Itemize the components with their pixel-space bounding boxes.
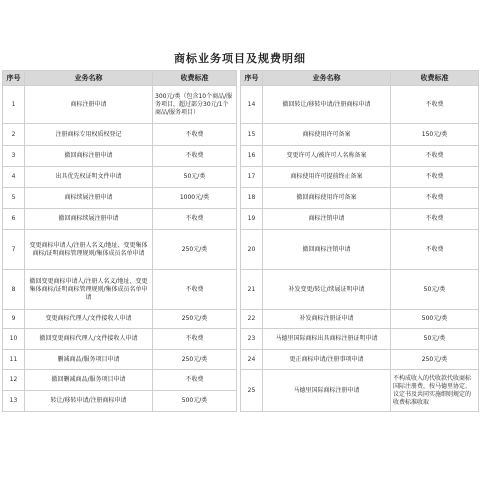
header-fee-right: 收费标准	[391, 71, 479, 86]
header-name-left: 业务名称	[25, 71, 153, 86]
fee-standard: 不收费	[391, 188, 479, 209]
fee-standard: 250元/类	[153, 310, 237, 329]
fee-standard: 50元/类	[391, 270, 479, 310]
header-name-right: 业务名称	[263, 71, 391, 86]
fee-standard: 50元/类	[153, 167, 237, 188]
business-name: 撤回变更商标代理人/文件接收人申请	[25, 329, 153, 350]
fee-sheet	[2, 48, 478, 412]
table-row	[3, 329, 479, 350]
fee-standard: 不收费	[153, 124, 237, 146]
fee-standard: 不收费	[391, 209, 479, 230]
table-row	[3, 370, 479, 391]
row-number: 9	[3, 310, 25, 329]
business-name: 商标续展注册申请	[25, 188, 153, 209]
table-row	[3, 167, 479, 188]
fee-standard: 不收费	[391, 86, 479, 124]
row-number: 23	[241, 329, 263, 350]
business-name: 补发商标注册证申请	[263, 310, 391, 329]
row-number: 6	[3, 209, 25, 230]
row-number: 2	[3, 124, 25, 146]
fee-standard: 1000元/类	[153, 188, 237, 209]
business-name: 变更商标申请人/注册人名义/地址、变更集体商标/证明商标管理规则/集体成员名单申请	[25, 230, 153, 270]
table-row	[3, 350, 479, 370]
fee-standard: 不收费	[391, 230, 479, 270]
row-number: 25	[241, 370, 263, 412]
row-number: 11	[3, 350, 25, 370]
row-number: 8	[3, 270, 25, 310]
fee-standard: 500元/类	[153, 391, 237, 412]
fee-standard: 不收费	[153, 270, 237, 310]
table-row	[3, 209, 479, 230]
business-name: 撤回商标注销申请	[263, 230, 391, 270]
business-name: 删减商品/服务项目申请	[25, 350, 153, 370]
table-row	[3, 188, 479, 209]
table-row	[3, 230, 479, 270]
row-number: 12	[3, 370, 25, 391]
fee-standard: 50元/类	[391, 329, 479, 350]
row-number: 1	[3, 86, 25, 124]
table-row	[3, 146, 479, 167]
fee-standard: 不收费	[153, 370, 237, 391]
header-no-left: 序号	[3, 71, 25, 86]
header-no-right: 序号	[241, 71, 263, 86]
row-number: 14	[241, 86, 263, 124]
row-number: 5	[3, 188, 25, 209]
row-number: 19	[241, 209, 263, 230]
row-number: 24	[241, 350, 263, 370]
business-name: 撤回删减商品/服务项目申请	[25, 370, 153, 391]
business-name: 更正商标申请/注册事项申请	[263, 350, 391, 370]
business-name: 马德里国际商标出具商标注册证明申请	[263, 329, 391, 350]
fee-standard: 不构成收入的代收款代收商标国际注册费，按马德里协定、议定书及共同实施细则规定的收费标准收取	[391, 370, 479, 412]
table-row	[3, 124, 479, 146]
row-number: 10	[3, 329, 25, 350]
business-name: 撤回商标注册申请	[25, 146, 153, 167]
business-name: 撤回变更商标申请人/注册人名义/地址、变更集体商标/证明商标管理规则/集体成员名单申请	[25, 270, 153, 310]
row-number: 3	[3, 146, 25, 167]
fee-standard: 250元/类	[391, 350, 479, 370]
row-number: 7	[3, 230, 25, 270]
business-name: 变更商标代理人/文件接收人申请	[25, 310, 153, 329]
row-number: 20	[241, 230, 263, 270]
fee-standard: 500元/类	[391, 310, 479, 329]
business-name: 撤回商标使用许可备案	[263, 188, 391, 209]
business-name: 转让/移转申请/注册商标申请	[25, 391, 153, 412]
business-name: 撤回商标续展注册申请	[25, 209, 153, 230]
fee-standard: 不收费	[153, 329, 237, 350]
row-number: 16	[241, 146, 263, 167]
business-name: 变更许可人/被许可人名称备案	[263, 146, 391, 167]
business-name: 马德里国际商标注册申请	[263, 370, 391, 412]
fee-standard: 250元/类	[153, 230, 237, 270]
fee-table	[2, 70, 479, 412]
sheet-title: 商标业务项目及规费明细	[174, 52, 306, 65]
fee-standard: 不收费	[153, 146, 237, 167]
header-row	[3, 71, 479, 86]
business-name: 补发变更/转让/续展证明申请	[263, 270, 391, 310]
business-name: 商标使用许可提前终止备案	[263, 167, 391, 188]
table-row	[3, 86, 479, 124]
business-name: 商标注册申请	[25, 86, 153, 124]
fee-standard: 250元/类	[153, 350, 237, 370]
business-name: 撤回转让/移转申请/注册商标申请	[263, 86, 391, 124]
fee-standard: 150元/类	[391, 124, 479, 146]
table-row	[3, 270, 479, 310]
table-row	[3, 310, 479, 329]
row-number: 18	[241, 188, 263, 209]
header-fee-left: 收费标准	[153, 71, 237, 86]
row-number: 13	[3, 391, 25, 412]
business-name: 商标使用许可备案	[263, 124, 391, 146]
business-name: 商标注销申请	[263, 209, 391, 230]
row-number: 15	[241, 124, 263, 146]
business-name: 出具优先权证明文件申请	[25, 167, 153, 188]
fee-standard: 不收费	[153, 209, 237, 230]
row-number: 22	[241, 310, 263, 329]
row-number: 17	[241, 167, 263, 188]
fee-standard: 不收费	[391, 146, 479, 167]
row-number: 21	[241, 270, 263, 310]
business-name: 注册商标专用权质权登记	[25, 124, 153, 146]
fee-standard: 不收费	[391, 167, 479, 188]
fee-standard: 300元/类（包含10个商品/服务项目，超过部分30元/1个商品/服务项目）	[153, 86, 237, 124]
row-number: 4	[3, 167, 25, 188]
